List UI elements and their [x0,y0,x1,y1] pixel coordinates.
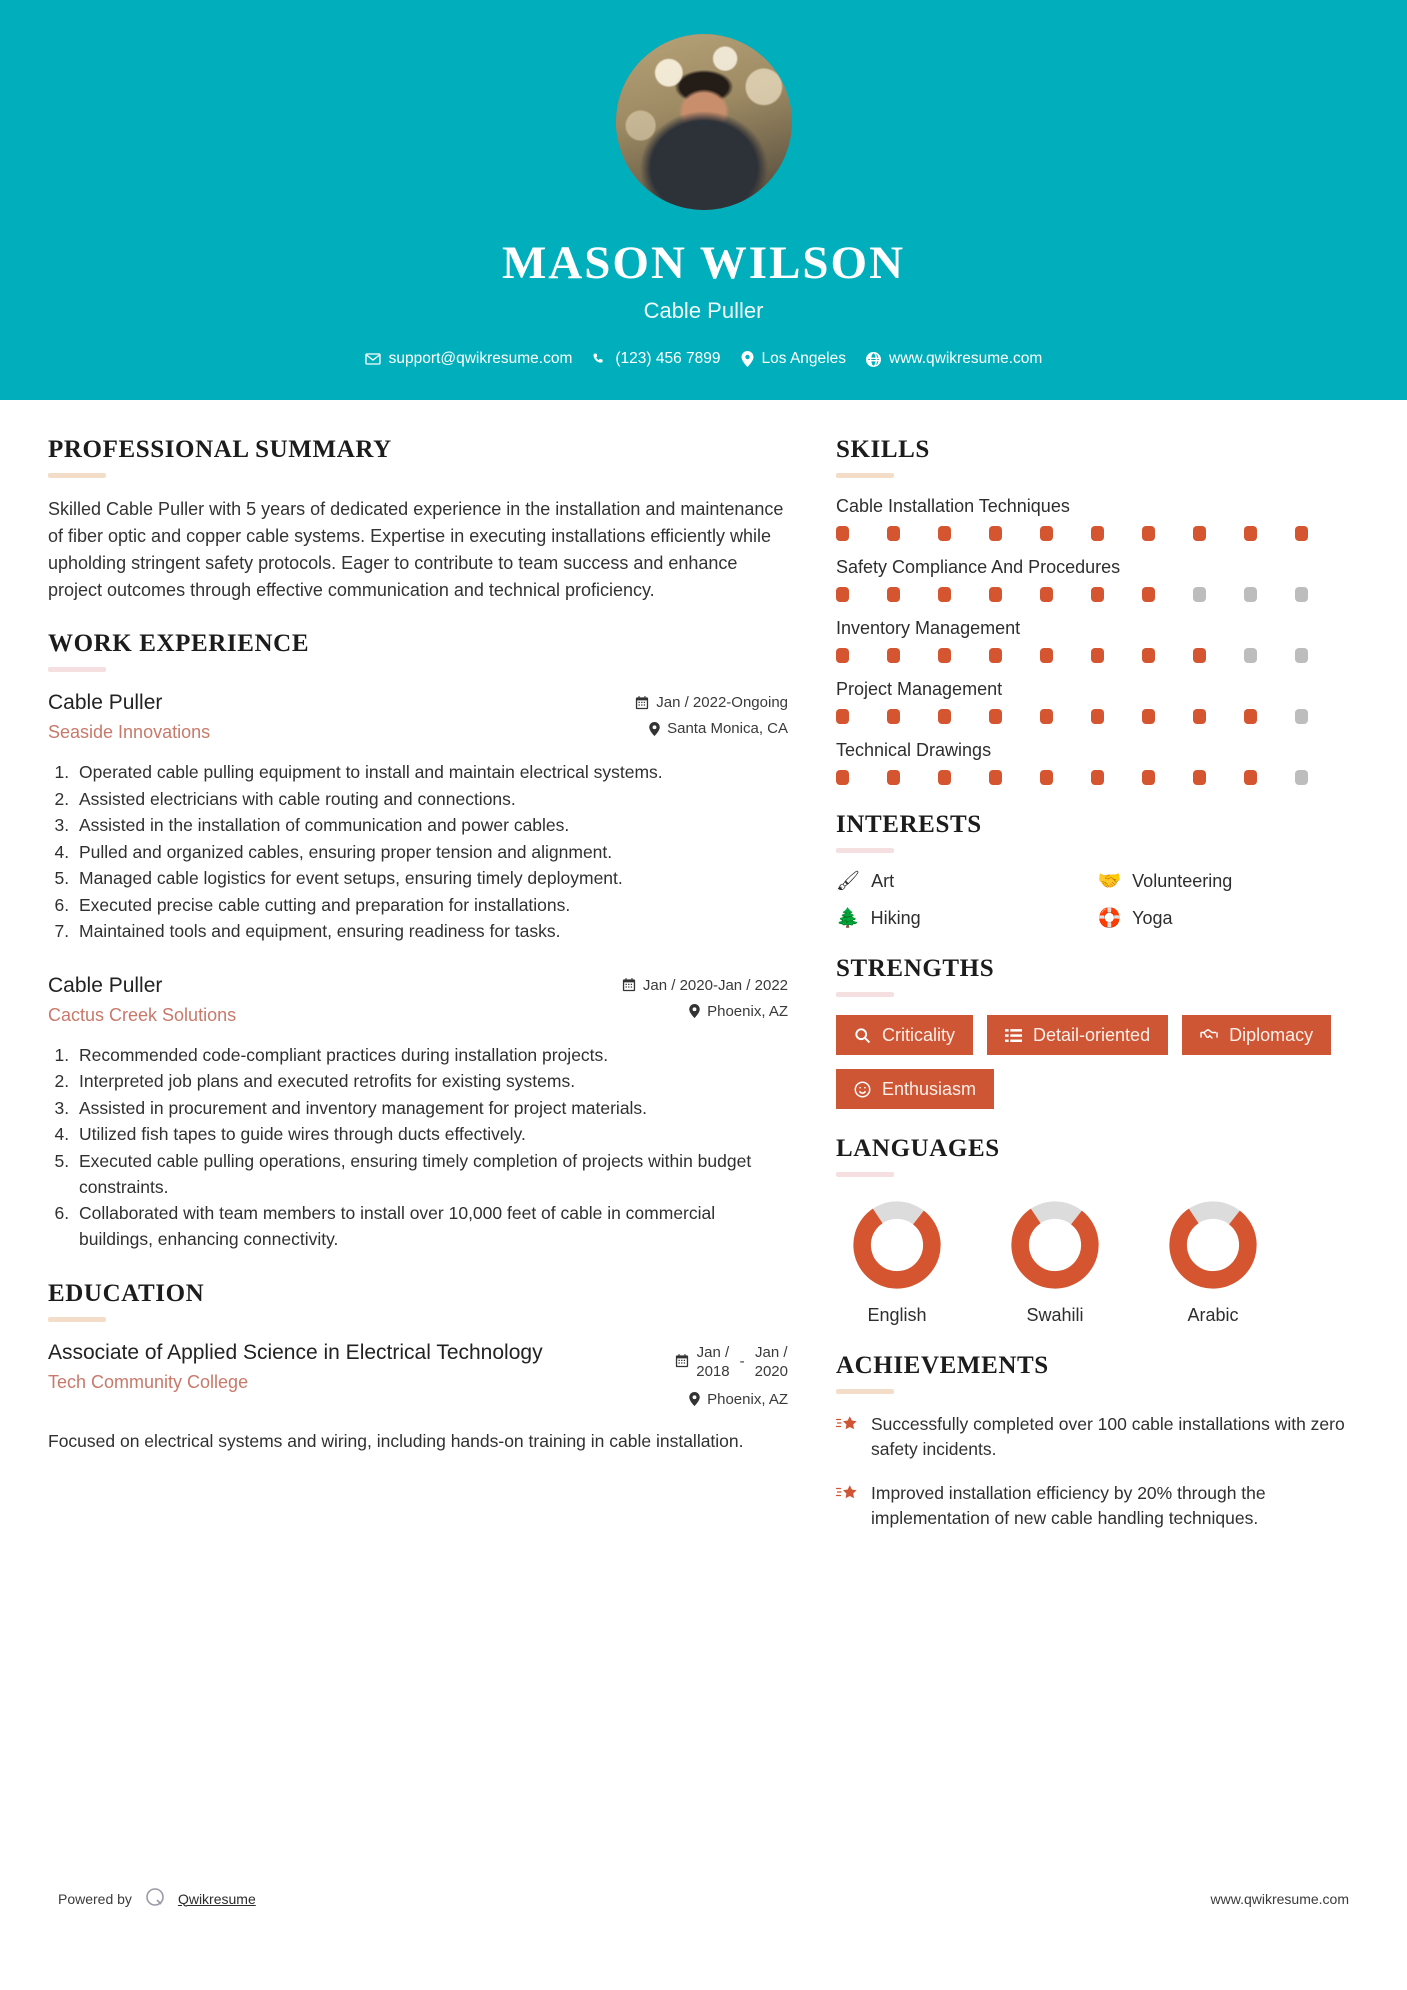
strengths-list [836,1015,1359,1109]
footer-powered-by-label: Powered by [58,1890,132,1907]
skill-dot [1295,648,1308,663]
heading-rule [836,473,894,478]
heading-rule [48,1317,106,1322]
skill-dot [1142,526,1155,541]
avatar [616,34,792,210]
skill-dot [1040,770,1053,785]
education-end-month: Jan / [755,1344,788,1362]
language-donut-chart [1167,1199,1259,1291]
job-dates-text: Jan / 2020-Jan / 2022 [642,976,788,994]
map-pin-icon [689,1392,700,1406]
skill-dot [887,709,900,724]
resume-header [0,0,1407,400]
contact-bar [0,350,1407,368]
strength-label: Criticality [882,1025,956,1045]
paintbrush-icon: 🖌 [836,871,861,892]
contact-location-text: Los Angeles [761,350,846,367]
job-bullet: 4. Pulled and organized cables, ensuring proper tension and alignment. [74,840,788,866]
strength-chip [1182,1015,1331,1055]
skill-dot [1295,709,1308,724]
skill-rating [836,648,1359,663]
skill-dot [1244,587,1257,602]
shooting-star-icon [836,1412,858,1439]
skill-dot [887,770,900,785]
left-column [48,436,788,1558]
achievement-text: Improved installation efficiency by 20% through the implementation of new cable handling techniques. [871,1482,1266,1529]
strength-chip [836,1015,973,1055]
skill-dot [1040,648,1053,663]
phone-icon [592,352,607,367]
skill-dot [1193,648,1206,663]
job-role: Cable Puller [48,973,163,997]
skill-dot [1091,709,1104,724]
job-role: Cable Puller [48,691,163,714]
languages-list [836,1195,1359,1326]
skill-dot [1142,709,1155,724]
footer-brand-link[interactable]: Qwikresume [177,1890,256,1907]
interest-label: Yoga [1132,908,1173,928]
section-skills [836,436,1359,785]
skill-dot [836,587,849,602]
page-title: MASON WILSON [501,237,906,289]
skill-dot [1193,587,1206,602]
q-logo-icon [143,1885,167,1912]
skills-list [836,496,1359,785]
education-school: Tech Community College [48,1372,249,1393]
job-bullet: 3. Assisted in the installation of communication and power cables. [74,813,788,839]
language-donut-chart [1009,1199,1101,1291]
envelope-icon [365,351,381,367]
skill-dot [836,526,849,541]
education-description: Focused on electrical systems and wiring, including hands-on training in cable installation. [48,1430,744,1451]
section-heading-education: EDUCATION [48,1280,205,1308]
handshake-icon [1200,1026,1218,1044]
achievements-list [836,1412,1359,1532]
section-heading-summary: PROFESSIONAL SUMMARY [48,436,392,463]
skill-item [836,679,1359,724]
skill-dot [1193,709,1206,724]
skill-dot [1091,648,1104,663]
heading-rule [836,1172,894,1177]
skill-dot [1142,587,1155,602]
skill-dot [1193,526,1206,541]
skill-dot [1193,770,1206,785]
skill-rating [836,770,1359,785]
contact-email[interactable] [365,350,573,368]
section-strengths [836,955,1359,1109]
skill-name: Cable Installation Techniques [836,496,1070,516]
interests-list [836,871,1359,929]
skill-dot [989,526,1002,541]
language-name: Arabic [1187,1305,1239,1325]
section-interests [836,811,1359,929]
summary-text: Skilled Cable Puller with 5 years of dedicated experience in the installation and maintenance of fiber optic and copper cable systems. Expertise in executing installations efficiently while upholding stringent safety protocols. Eager to contribute to team success and enhance project outcomes through effective communication and technical proficiency. [48,499,784,600]
skill-name: Project Management [836,679,1003,699]
interest-item [1098,908,1360,929]
interest-label: Art [871,871,895,891]
education-location [675,1391,788,1408]
skill-dot [1040,587,1053,602]
skill-name: Safety Compliance And Procedures [836,557,1121,577]
heading-rule [836,1389,894,1394]
skill-name: Inventory Management [836,618,1021,638]
skill-dot [836,770,849,785]
achievement-text: Successfully completed over 100 cable installations with zero safety incidents. [871,1414,1345,1460]
avatar-photo [616,34,792,210]
job-location-text: Santa Monica, CA [667,720,788,737]
job-bullet: 5. Executed cable pulling operations, ensuring timely completion of projects within budget constraints. [74,1149,788,1200]
skill-dot [1091,526,1104,541]
strength-label: Diplomacy [1229,1025,1314,1045]
skill-dot [1295,526,1308,541]
contact-phone-text: (123) 456 7899 [615,350,721,367]
education-location-text: Phoenix, AZ [707,1390,788,1408]
section-heading-strengths: STRENGTHS [836,955,995,982]
skill-item [836,740,1359,785]
education-item [48,1340,788,1454]
job-dates-text: Jan / 2022-Ongoing [656,694,788,711]
section-heading-interests: INTERESTS [836,811,982,838]
job-bullet: 3. Assisted in procurement and inventory management for project materials. [74,1096,788,1122]
calendar-icon [635,696,649,710]
interest-item [836,871,1098,892]
skill-dot [1091,587,1104,602]
skill-dot [836,709,849,724]
contact-website-text: www.qwikresume.com [889,350,1043,367]
skill-dot [989,648,1002,663]
language-donut-chart [851,1199,943,1291]
job-bullet: 6. Executed precise cable cutting and preparation for installations. [74,893,788,919]
contact-website[interactable] [866,350,1042,368]
calendar-icon [675,1354,689,1372]
language-item [1152,1199,1274,1326]
list-icon [1005,1027,1022,1044]
education-date-separator: - [739,1353,745,1371]
job-dates [622,977,788,994]
education-end-date [755,1344,788,1382]
strength-chip [987,1015,1168,1055]
interest-label: Hiking [870,908,921,928]
magnifier-icon [854,1027,871,1044]
skill-dot [1295,587,1308,602]
skill-rating [836,526,1359,541]
skill-dot [1040,709,1053,724]
achievement-item [836,1412,1359,1463]
skill-dot [1040,526,1053,541]
heading-rule [836,848,894,853]
lifebuoy-icon: 🛟 [1097,908,1122,929]
skill-dot [1142,770,1155,785]
skill-dot [1244,770,1257,785]
job-bullet: 2. Interpreted job plans and executed retrofits for existing systems. [74,1069,788,1095]
education-start-month: Jan / [696,1344,730,1362]
smiley-icon [854,1081,871,1098]
skill-name: Technical Drawings [836,740,992,760]
skill-dot [938,526,951,541]
heading-rule [836,992,894,997]
language-name: Swahili [1026,1305,1084,1325]
job-company: Cactus Creek Solutions [48,1005,237,1026]
map-pin-icon [649,722,660,736]
skill-dot [938,709,951,724]
section-languages [836,1135,1359,1326]
job-bullet: 7. Maintained tools and equipment, ensuring readiness for tasks. [74,919,788,945]
section-heading-experience: WORK EXPERIENCE [48,630,310,657]
language-name: English [867,1305,927,1325]
achievement-item [836,1481,1359,1532]
skill-dot [1142,648,1155,663]
section-work-experience [48,630,788,1252]
skill-dot [989,709,1002,724]
education-dates [675,1344,788,1382]
strength-label: Enthusiasm [882,1079,977,1099]
page-footer [0,1885,1407,1912]
section-heading-skills: SKILLS [836,436,930,463]
skill-item [836,618,1359,663]
skill-dot [887,526,900,541]
skill-dot [989,587,1002,602]
section-education [48,1280,788,1454]
job-bullet: 1. Recommended code-compliant practices during installation projects. [74,1043,788,1069]
education-start-date [696,1344,729,1382]
calendar-icon [622,978,636,992]
globe-icon [866,352,881,367]
skill-rating [836,587,1359,602]
skill-rating [836,709,1359,724]
skill-dot [1244,648,1257,663]
heading-rule [48,473,106,478]
map-pin-icon [689,1004,700,1018]
job-company: Seaside Innovations [48,722,211,743]
right-column [836,436,1359,1558]
resume-body [0,400,1407,1558]
job-bullet: 2. Assisted electricians with cable routing and connections. [74,787,788,813]
interest-label: Volunteering [1132,871,1233,891]
job-dates [635,694,788,711]
job-bullet: 6. Collaborated with team members to install over 10,000 feet of cable in commercial buildings, enhancing connectivity. [74,1201,788,1252]
education-start-year: 2018 [696,1362,730,1380]
contact-email-text: support@qwikresume.com [388,350,573,367]
shooting-star-icon [836,1481,858,1508]
footer-branding [58,1885,256,1912]
evergreen-tree-icon: 🌲 [836,908,860,929]
job-bullets [74,760,788,945]
language-item [836,1199,958,1326]
job-bullets [74,1043,788,1252]
skill-dot [887,648,900,663]
interest-item [836,908,1098,929]
job-location [635,720,788,737]
interest-item [1098,871,1360,892]
skill-dot [1244,709,1257,724]
skill-dot [989,770,1002,785]
skill-dot [887,587,900,602]
job-location [622,1003,788,1020]
skill-dot [836,648,849,663]
section-achievements [836,1352,1359,1532]
section-heading-languages: LANGUAGES [836,1135,1000,1162]
strength-chip [836,1069,994,1109]
skill-dot [1091,770,1104,785]
strength-label: Detail-oriented [1033,1025,1151,1045]
education-degree: Associate of Applied Science in Electrical Technology [48,1341,543,1365]
experience-item [48,973,788,1252]
job-location-text: Phoenix, AZ [707,1002,788,1020]
skill-dot [1244,526,1257,541]
footer-website[interactable]: www.qwikresume.com [1210,1890,1349,1907]
experience-item [48,690,788,945]
job-bullet: 4. Utilized fish tapes to guide wires through ducts effectively. [74,1122,788,1148]
job-bullet: 1. Operated cable pulling equipment to install and maintain electrical systems. [74,760,788,786]
skill-dot [938,770,951,785]
handshake-icon: 🤝 [1097,871,1122,892]
skill-dot [938,587,951,602]
contact-location [741,350,846,368]
skill-dot [1295,770,1308,785]
skill-dot [938,648,951,663]
map-pin-icon [741,351,754,367]
section-heading-achievements: ACHIEVEMENTS [836,1352,1049,1379]
skill-item [836,557,1359,602]
job-bullet: 5. Managed cable logistics for event setups, ensuring timely deployment. [74,866,788,892]
language-item [994,1199,1116,1326]
skill-item [836,496,1359,541]
contact-phone[interactable] [592,350,720,368]
heading-rule [48,667,106,672]
job-title: Cable Puller [643,298,764,323]
education-end-year: 2020 [754,1362,788,1380]
section-professional-summary [48,436,788,604]
